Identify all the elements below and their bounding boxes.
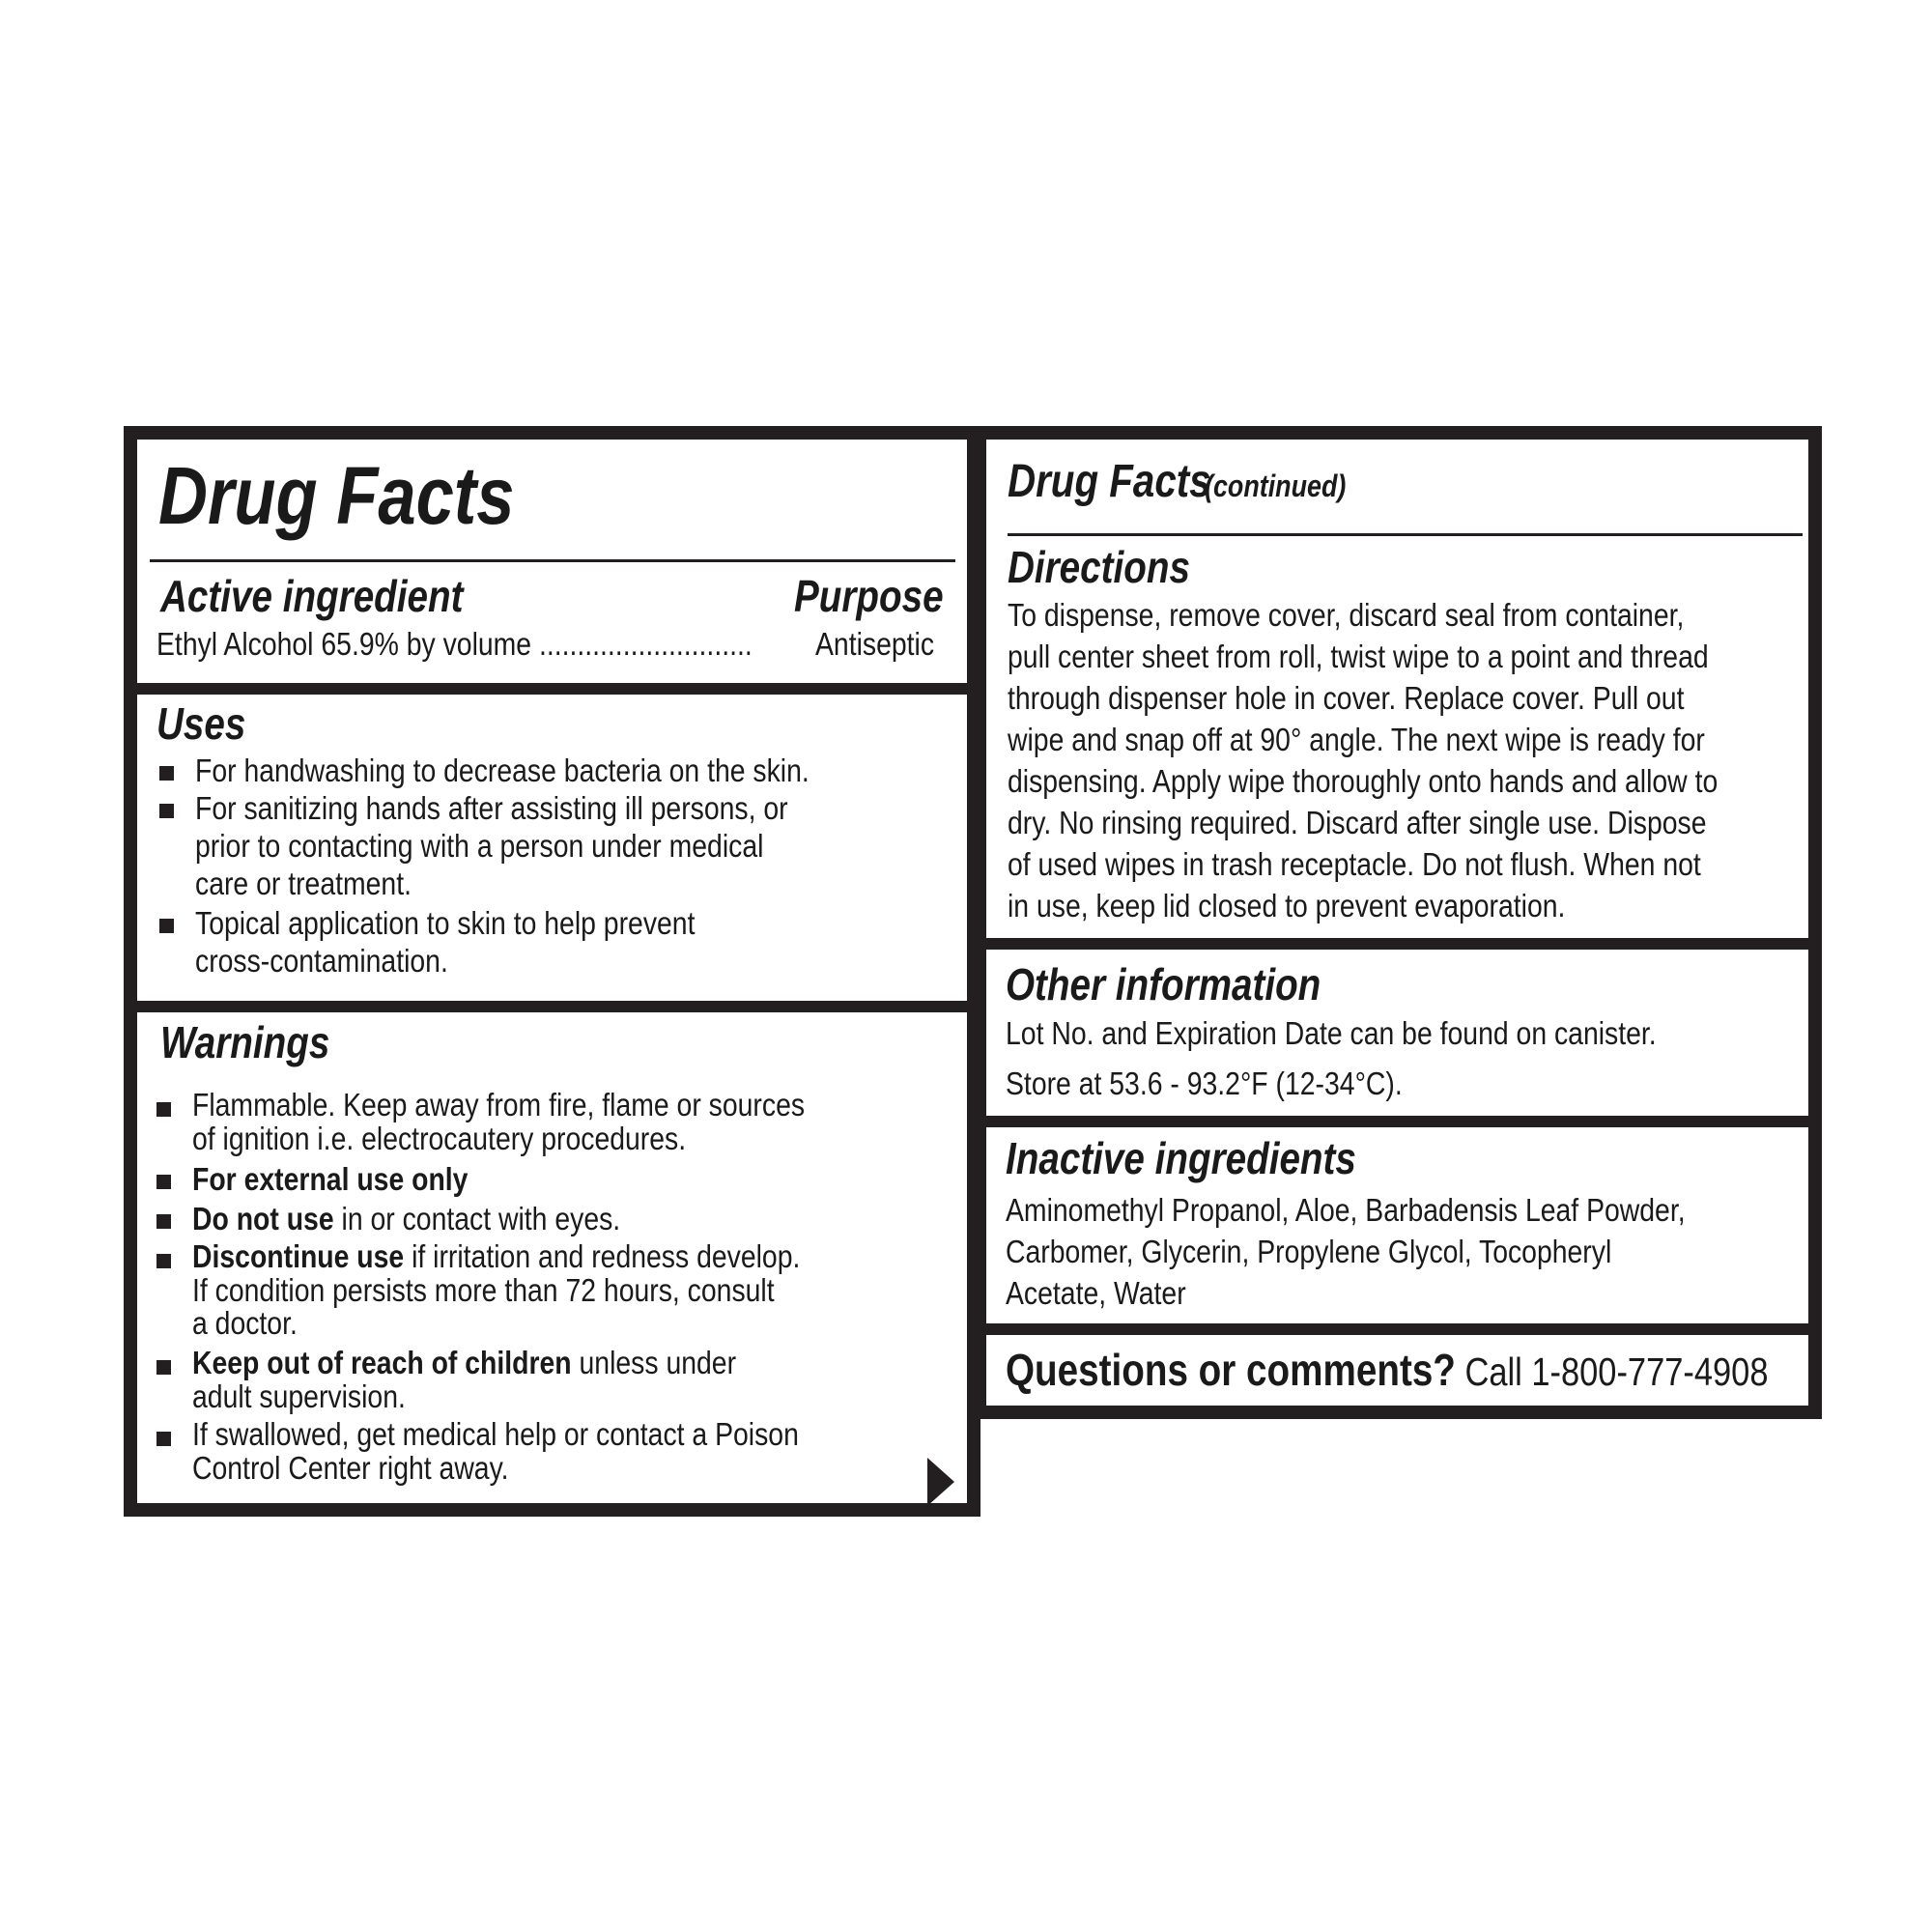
warning-bold: Do not use <box>192 1201 334 1236</box>
warning-bold: Keep out of reach of children <box>192 1345 572 1380</box>
uses-item: cross-contamination. <box>195 943 448 979</box>
drug-facts-panel-left <box>124 426 980 1517</box>
directions-line: pull center sheet from roll, twist wipe to a point and thread <box>1008 639 1709 674</box>
directions-line: To dispense, remove cover, discard seal from container, <box>1008 597 1685 633</box>
directions-heading: Directions <box>1008 542 1190 592</box>
section-divider <box>984 1323 1822 1335</box>
questions-phone: Call 1-800-777-4908 <box>1455 1350 1769 1394</box>
bullet-icon <box>156 1254 171 1268</box>
uses-item: care or treatment. <box>195 866 412 901</box>
inactive-ingredients-heading: Inactive ingredients <box>1006 1133 1356 1183</box>
warning-item: Control Center right away. <box>192 1450 509 1486</box>
warning-text: if irritation and redness develop. <box>404 1238 801 1274</box>
warning-bold: For external use only <box>192 1161 469 1197</box>
directions-line: in use, keep lid closed to prevent evaporation. <box>1008 888 1566 923</box>
section-divider <box>135 683 979 695</box>
warning-item: If swallowed, get medical help or contact a Poison <box>192 1416 799 1452</box>
directions-line: wipe and snap off at 90° angle. The next wipe is ready for <box>1008 722 1705 757</box>
inactive-ingredients-line: Acetate, Water <box>1006 1275 1186 1311</box>
bullet-icon <box>156 1432 171 1446</box>
directions-line: through dispenser hole in cover. Replace cover. Pull out <box>1008 680 1685 716</box>
other-information-heading: Other information <box>1006 959 1321 1009</box>
section-divider <box>984 1116 1822 1127</box>
active-ingredient-heading: Active ingredient <box>160 571 464 621</box>
continue-arrow-icon <box>927 1458 956 1506</box>
bullet-icon <box>156 1102 171 1117</box>
bullet-icon <box>156 1175 171 1189</box>
warning-item <box>192 1239 800 1273</box>
bullet-icon <box>159 766 174 781</box>
warnings-heading: Warnings <box>160 1017 330 1067</box>
directions-line: dispensing. Apply wipe thoroughly onto hands and allow to <box>1008 763 1719 799</box>
section-divider <box>984 938 1822 950</box>
uses-item: prior to contacting with a person under medical <box>195 828 764 864</box>
drug-facts-panel-right <box>973 426 1822 1419</box>
bullet-icon <box>156 1214 171 1229</box>
directions-line: dry. No rinsing required. Discard after single use. Dispose <box>1008 805 1707 840</box>
uses-heading: Uses <box>156 698 246 749</box>
other-information-line: Store at 53.6 - 93.2°F (12-34°C). <box>1006 1065 1403 1101</box>
warning-item <box>192 1346 736 1379</box>
questions-line <box>1006 1344 1768 1398</box>
uses-item: Topical application to skin to help prevent <box>195 905 696 941</box>
directions-line: of used wipes in trash receptacle. Do not flush. When not <box>1008 846 1701 882</box>
purpose-heading: Purpose <box>794 571 944 621</box>
purpose-value: Antiseptic <box>815 626 935 662</box>
other-information-line: Lot No. and Expiration Date can be found on canister. <box>1006 1015 1657 1051</box>
bullet-icon <box>159 804 174 818</box>
bullet-icon <box>159 919 174 933</box>
warning-text: in or contact with eyes. <box>333 1201 621 1236</box>
drug-facts-title: Drug Facts <box>158 450 515 541</box>
continued-title: Drug Facts <box>1008 456 1211 507</box>
warning-item: of ignition i.e. electrocautery procedures. <box>192 1121 687 1156</box>
warning-item <box>192 1200 620 1237</box>
warning-item: a doctor. <box>192 1305 298 1341</box>
active-ingredient-line: Ethyl Alcohol 65.9% by volume ............................ <box>156 626 753 662</box>
title-rule <box>150 559 955 562</box>
inactive-ingredients-line: Aminomethyl Propanol, Aloe, Barbadensis Leaf Powder, <box>1006 1192 1686 1228</box>
title-rule <box>1008 533 1803 536</box>
inactive-ingredients-line: Carbomer, Glycerin, Propylene Glycol, Tocopheryl <box>1006 1234 1612 1269</box>
warning-item: Flammable. Keep away from fire, flame or sources <box>192 1087 806 1122</box>
questions-label: Questions or comments? <box>1006 1345 1456 1395</box>
bullet-icon <box>156 1360 171 1375</box>
warning-bold: Discontinue use <box>192 1238 405 1274</box>
warning-text: unless under <box>571 1345 737 1380</box>
warning-item: adult supervision. <box>192 1378 406 1414</box>
warning-item: If condition persists more than 72 hours, consult <box>192 1272 775 1308</box>
uses-item: For handwashing to decrease bacteria on the skin. <box>195 753 810 788</box>
uses-item: For sanitizing hands after assisting ill persons, or <box>195 790 788 826</box>
warning-item <box>192 1160 468 1198</box>
continued-suffix: (continued) <box>1205 469 1347 503</box>
section-divider <box>135 1001 979 1012</box>
